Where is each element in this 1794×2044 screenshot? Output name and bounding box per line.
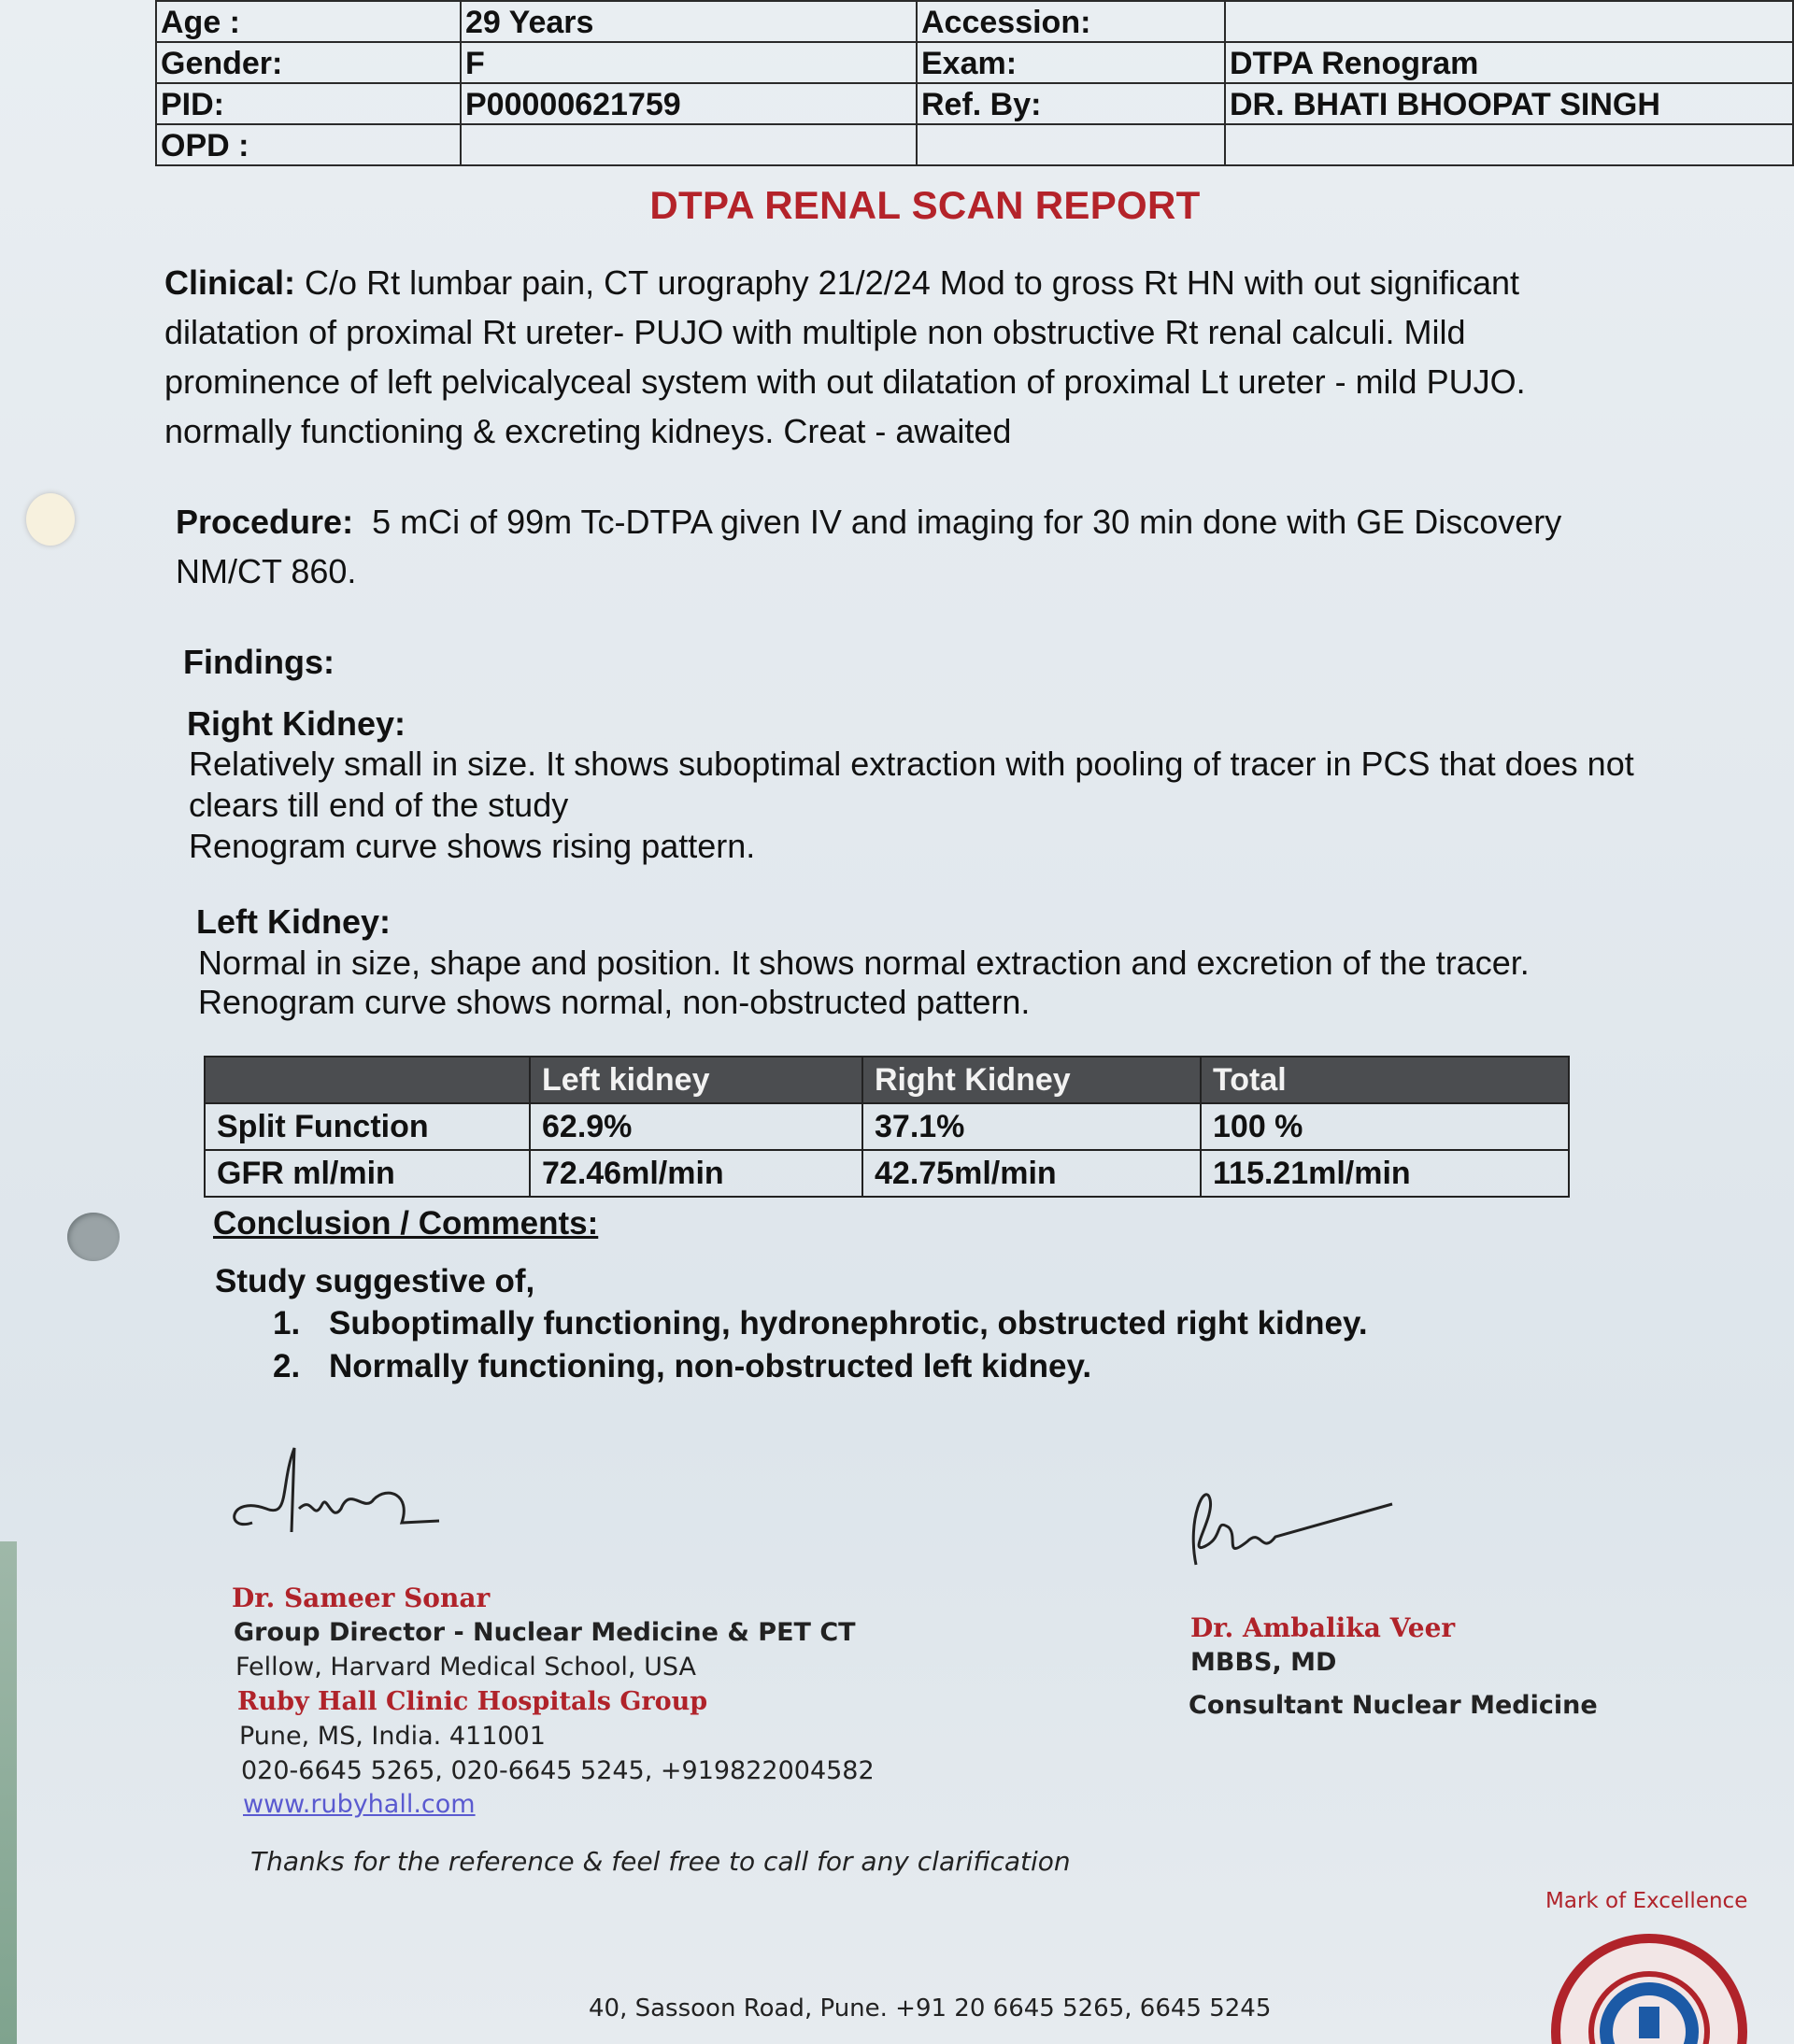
clinical-line: prominence of left pelvicalyceal system with out dilatation of proximal Lt ureter - mild PUJO.: [164, 362, 1526, 401]
table-cell: 72.46ml/min: [530, 1150, 862, 1197]
report-title: DTPA RENAL SCAN REPORT: [649, 183, 1201, 227]
accession-label: Accession:: [917, 1, 1225, 42]
split-function-table: [204, 1056, 1570, 1198]
left-kidney-section: [198, 944, 1768, 1022]
patient-row-pid: [156, 83, 1793, 124]
doctor1-phones: 020-6645 5265, 020-6645 5245, +919822004582: [241, 1756, 875, 1785]
conclusion-list: [273, 1302, 1368, 1388]
opd-value: [461, 124, 917, 165]
table-cell: 62.9%: [530, 1103, 862, 1150]
clinical-line: C/o Rt lumbar pain, CT urography 21/2/24 Mod to gross Rt HN with out significant: [305, 263, 1519, 302]
accession-value: [1225, 1, 1793, 42]
list-number: 2.: [273, 1348, 301, 1384]
procedure-section: [176, 497, 1745, 596]
mark-of-excellence: Mark of Excellence: [1545, 1889, 1748, 1913]
doctor2-degree: MBBS, MD: [1190, 1648, 1337, 1677]
pid-label: PID:: [156, 83, 461, 124]
conclusion-heading: Conclusion / Comments:: [213, 1205, 599, 1242]
footer-address: 40, Sassoon Road, Pune. +91 20 6645 5265, 6645 5245: [589, 1994, 1272, 2023]
table-cell: 37.1%: [862, 1103, 1201, 1150]
table-cell: GFR ml/min: [205, 1150, 530, 1197]
doctor1-org: Ruby Hall Clinic Hospitals Group: [237, 1687, 708, 1716]
doctor2-name: Dr. Ambalika Veer: [1190, 1612, 1456, 1643]
thanks-note: Thanks for the reference & feel free to call for any clarification: [250, 1846, 1071, 1877]
exam-label: Exam:: [917, 42, 1225, 83]
clinical-label: Clinical:: [164, 263, 296, 302]
right-kidney-line: clears till end of the study: [189, 786, 569, 824]
punch-hole: [67, 1213, 120, 1261]
gender-label: Gender:: [156, 42, 461, 83]
header-cell: Left kidney: [530, 1057, 862, 1103]
header-cell: [205, 1057, 530, 1103]
table-cell: 42.75ml/min: [862, 1150, 1201, 1197]
gender-value: F: [461, 42, 917, 83]
ref-by-value: DR. BHATI BHOOPAT SINGH: [1225, 83, 1793, 124]
table-cell: Split Function: [205, 1103, 530, 1150]
background-edge: [0, 1541, 17, 2044]
exam-value: DTPA Renogram: [1225, 42, 1793, 83]
table-header-row: [205, 1057, 1569, 1103]
doctor2-title: Consultant Nuclear Medicine: [1189, 1691, 1598, 1720]
left-kidney-heading: Left Kidney:: [196, 902, 392, 941]
header-cell: Total: [1201, 1057, 1569, 1103]
table-row: [205, 1103, 1569, 1150]
pid-value: P00000621759: [461, 83, 917, 124]
findings-heading: Findings:: [183, 643, 335, 681]
right-kidney-line: Renogram curve shows rising pattern.: [189, 827, 756, 865]
list-item: [273, 1302, 1368, 1345]
right-kidney-section: [189, 744, 1758, 867]
list-item: [273, 1345, 1368, 1388]
right-kidney-line: Relatively small in size. It shows suboptimal extraction with pooling of tracer in PCS that does not: [189, 745, 1634, 783]
doctor1-title: Group Director - Nuclear Medicine & PET CT: [234, 1618, 856, 1647]
punch-hole: [26, 493, 75, 546]
table-cell: 115.21ml/min: [1201, 1150, 1569, 1197]
doctor1-city: Pune, MS, India. 411001: [239, 1722, 546, 1751]
empty-cell: [1225, 124, 1793, 165]
accreditation-seal-icon: [1542, 1924, 1757, 2044]
list-text: Suboptimally functioning, hydronephrotic, obstructed right kidney.: [329, 1305, 1368, 1341]
list-number: 1.: [273, 1305, 301, 1341]
opd-label: OPD :: [156, 124, 461, 165]
procedure-line: 5 mCi of 99m Tc-DTPA given IV and imaging for 30 min done with GE Discovery: [372, 503, 1562, 541]
age-value: 29 Years: [461, 1, 917, 42]
patient-row-gender: [156, 42, 1793, 83]
signature-2: [1177, 1462, 1402, 1583]
doctor1-fellowship: Fellow, Harvard Medical School, USA: [235, 1653, 696, 1682]
left-kidney-line: Renogram curve shows normal, non-obstructed pattern.: [198, 983, 1031, 1021]
patient-row-age: [156, 1, 1793, 42]
empty-cell: [917, 124, 1225, 165]
table-row: [205, 1150, 1569, 1197]
clinical-line: dilatation of proximal Rt ureter- PUJO with multiple non obstructive Rt renal calculi. Mild: [164, 313, 1466, 351]
patient-row-opd: [156, 124, 1793, 165]
clinical-section: [164, 258, 1734, 456]
table-cell: 100 %: [1201, 1103, 1569, 1150]
procedure-line: NM/CT 860.: [176, 552, 357, 590]
age-label: Age :: [156, 1, 461, 42]
header-cell: Right Kidney: [862, 1057, 1201, 1103]
ref-by-label: Ref. By:: [917, 83, 1225, 124]
left-kidney-line: Normal in size, shape and position. It shows normal extraction and excretion of the tracer.: [198, 944, 1530, 982]
doctor1-name: Dr. Sameer Sonar: [232, 1583, 491, 1613]
right-kidney-heading: Right Kidney:: [187, 704, 406, 743]
clinical-line: normally functioning & excreting kidneys. Creat - awaited: [164, 412, 1012, 450]
procedure-label: Procedure:: [176, 503, 354, 541]
list-text: Normally functioning, non-obstructed left kidney.: [329, 1348, 1092, 1384]
signature-1: [224, 1429, 448, 1551]
doctor1-website-link[interactable]: www.rubyhall.com: [243, 1790, 476, 1819]
conclusion-intro: Study suggestive of,: [215, 1263, 535, 1299]
patient-info-table: [155, 0, 1794, 166]
